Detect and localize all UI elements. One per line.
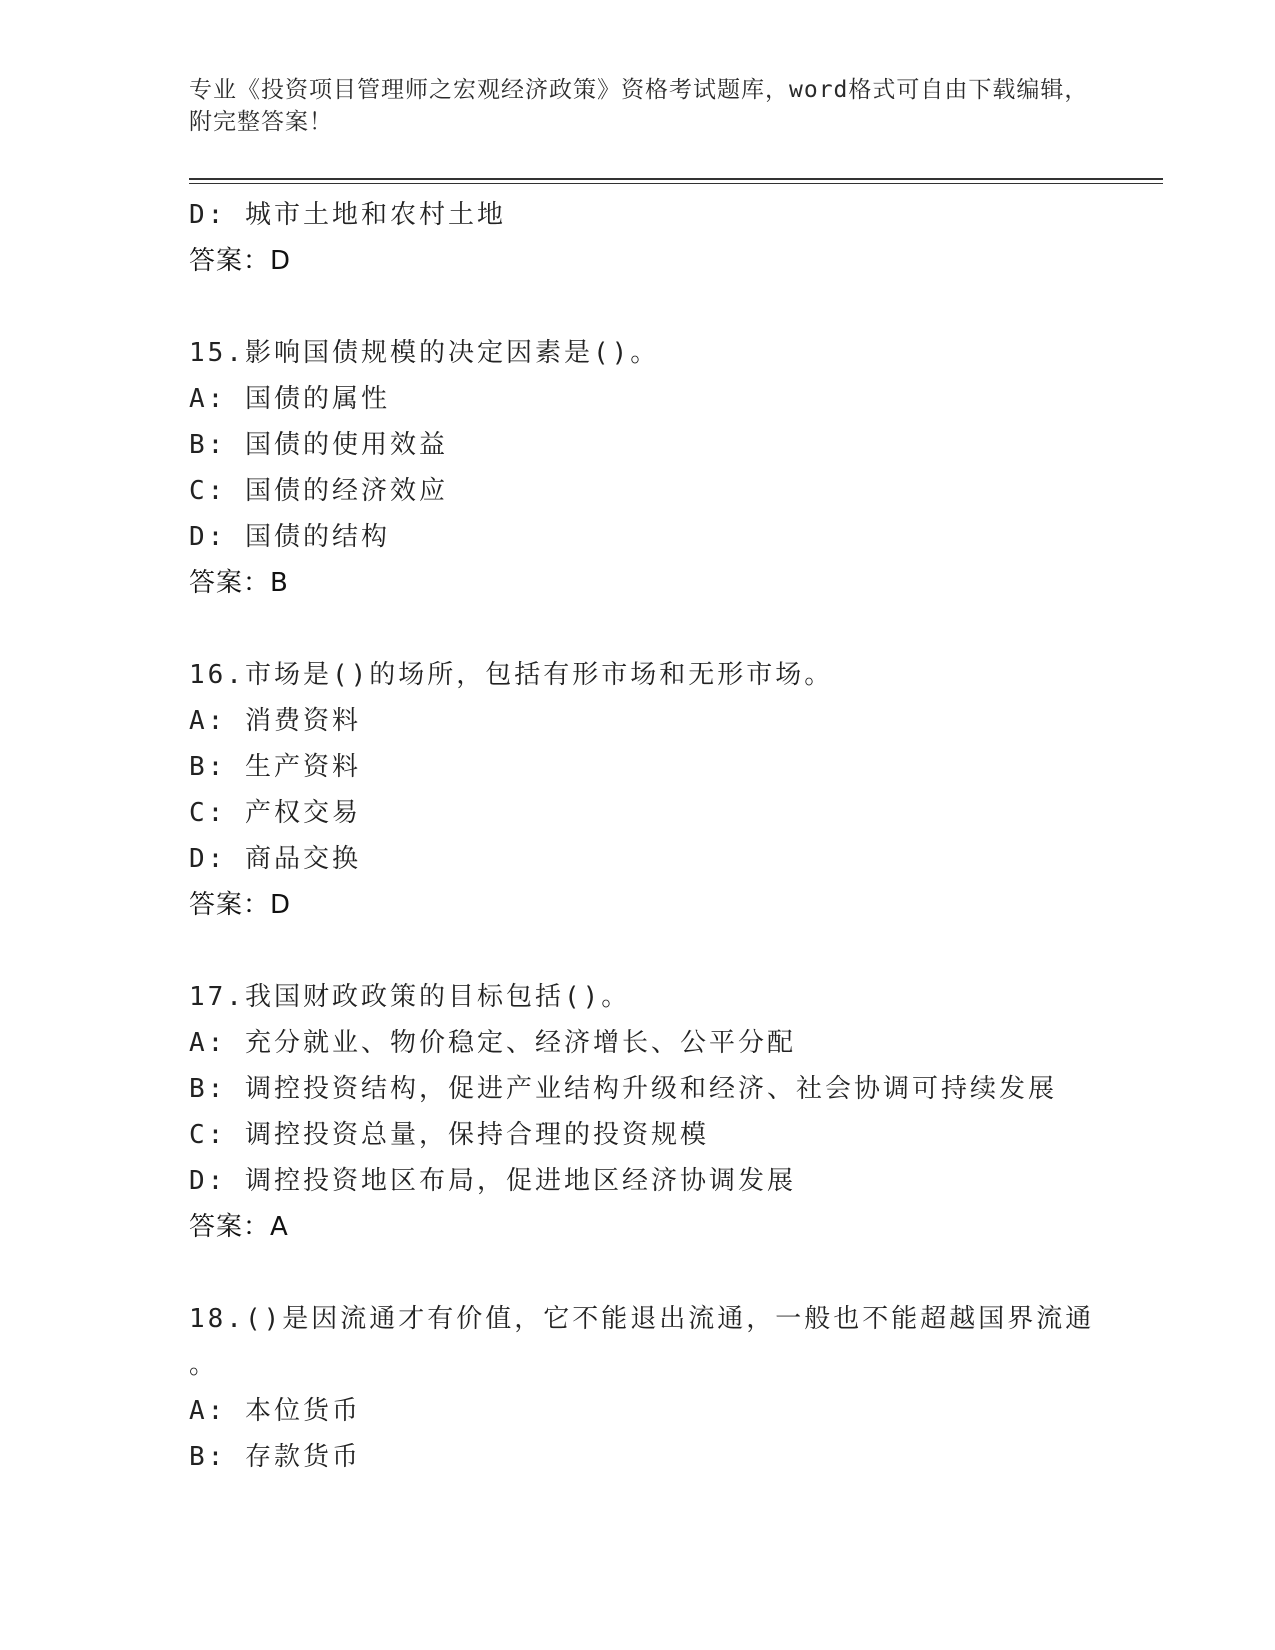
option-c: C: 国债的经济效应 <box>189 476 448 506</box>
spacer <box>189 1250 1149 1296</box>
option-d: D: 国债的结构 <box>189 522 390 552</box>
option-b: B: 国债的使用效益 <box>189 430 448 460</box>
question-15-stem: 15.影响国债规模的决定因素是()。 <box>189 338 660 368</box>
option-c: C: 产权交易 <box>189 798 361 828</box>
document-description: 专业《投资项目管理师之宏观经济政策》资格考试题库，word格式可自由下载编辑，附完整答案！ <box>189 77 1089 135</box>
question-16-stem: 16.市场是()的场所，包括有形市场和无形市场。 <box>189 660 834 690</box>
question-17-stem: 17.我国财政政策的目标包括()。 <box>189 982 631 1012</box>
option-c: C: 调控投资总量，保持合理的投资规模 <box>189 1120 709 1150</box>
option-b: B: 存款货币 <box>189 1442 361 1472</box>
question-18-stem-line1: 18.()是因流通才有价值，它不能退出流通，一般也不能超越国界流通 <box>189 1304 1095 1334</box>
spacer <box>189 284 1149 330</box>
option-d: D: 城市土地和农村土地 <box>189 200 506 230</box>
option-d: D: 调控投资地区布局，促进地区经济协调发展 <box>189 1166 796 1196</box>
option-b: B: 生产资料 <box>189 752 361 782</box>
header-divider-thick <box>189 178 1163 180</box>
answer-line: 答案：D <box>189 246 292 276</box>
option-d: D: 商品交换 <box>189 844 361 874</box>
answer-line: 答案：B <box>189 568 289 598</box>
answer-line: 答案：A <box>189 1212 289 1242</box>
question-18-stem-line2: 。 <box>189 1350 219 1380</box>
spacer <box>189 606 1149 652</box>
option-a: A: 消费资料 <box>189 706 361 736</box>
header-divider-thin <box>189 183 1163 184</box>
option-a: A: 本位货币 <box>189 1396 361 1426</box>
spacer <box>189 928 1149 974</box>
option-b: B: 调控投资结构，促进产业结构升级和经济、社会协调可持续发展 <box>189 1074 1057 1104</box>
answer-line: 答案：D <box>189 890 292 920</box>
question-list <box>189 192 1149 1480</box>
option-a: A: 充分就业、物价稳定、经济增长、公平分配 <box>189 1028 796 1058</box>
option-a: A: 国债的属性 <box>189 384 390 414</box>
